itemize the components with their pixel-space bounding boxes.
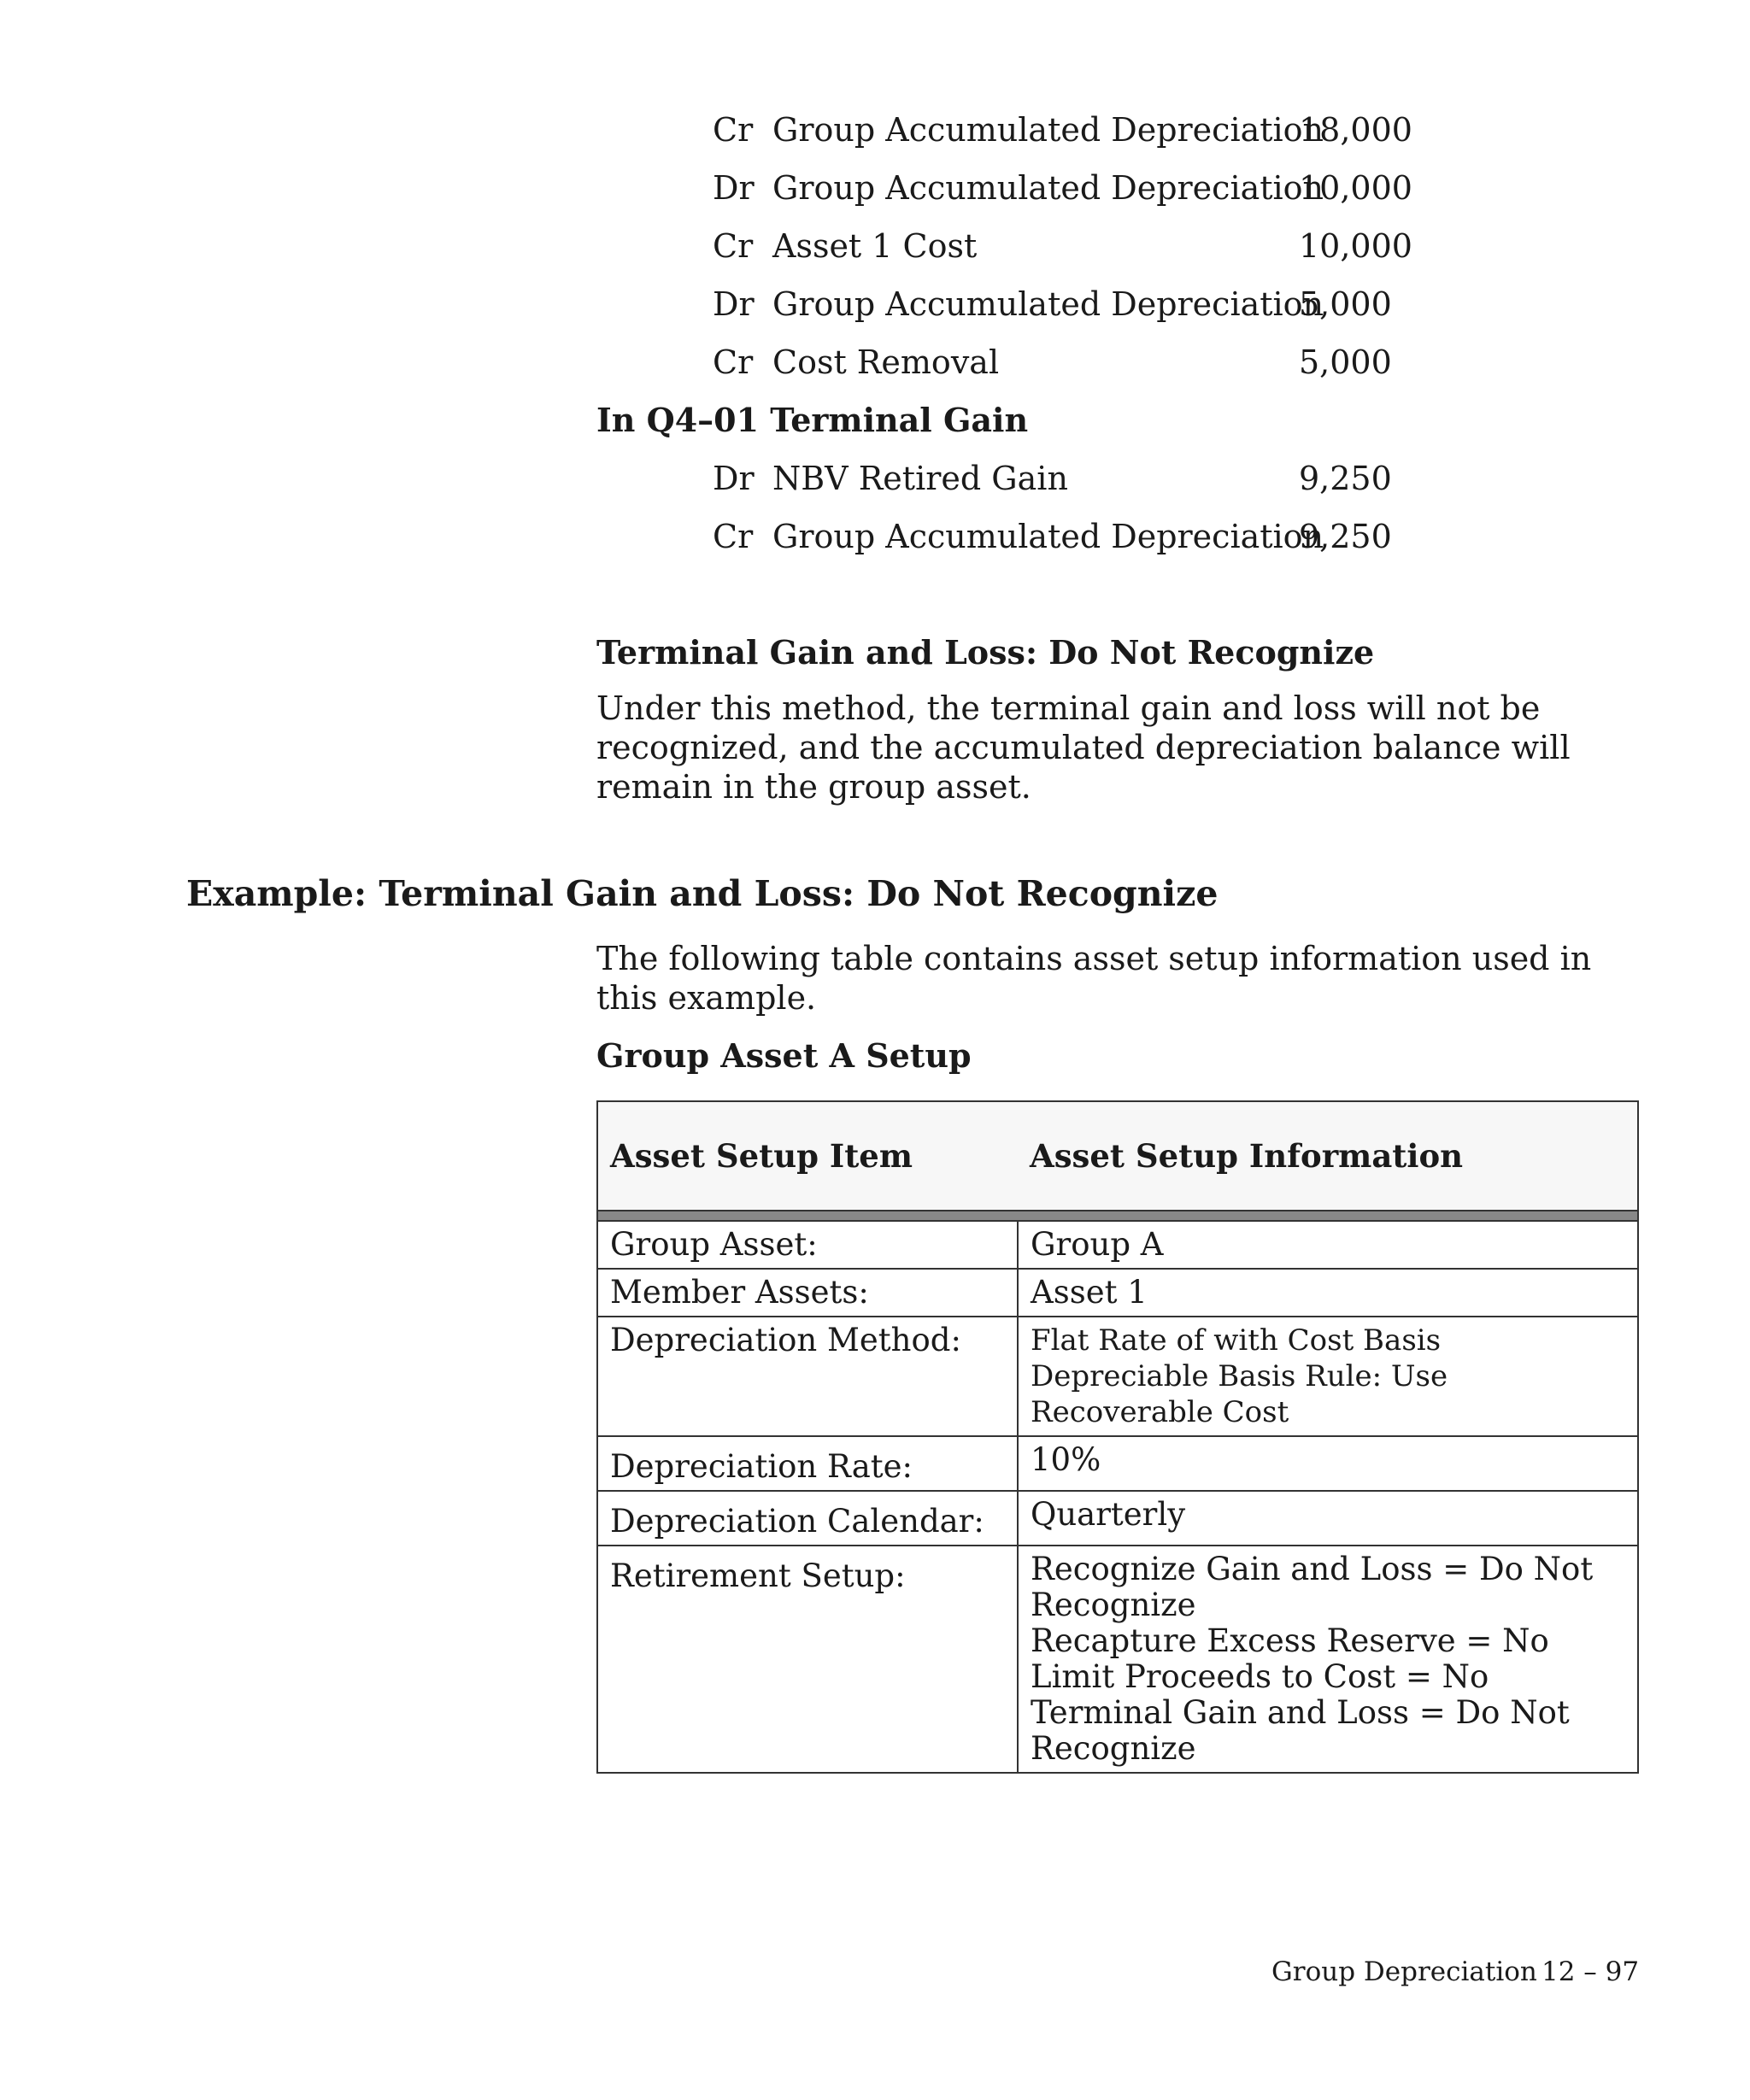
entry-drcr: Dr: [713, 169, 755, 207]
setup-item: Member Assets:: [597, 1269, 1018, 1317]
info-line: Asset 1: [1031, 1274, 1148, 1311]
entry-amount: 10,000: [1299, 227, 1412, 265]
section-title: Terminal Gain and Loss: Do Not Recognize: [596, 633, 1375, 672]
entry-drcr: Cr: [713, 343, 754, 381]
setup-info: [1018, 1317, 1638, 1436]
setup-item: Group Asset:: [597, 1221, 1018, 1269]
table-row: [597, 1546, 1638, 1773]
info-line: Limit Proceeds to Cost = No: [1031, 1658, 1489, 1695]
table-header-info: Asset Setup Information: [1018, 1101, 1638, 1211]
entry-amount: 5,000: [1299, 343, 1392, 381]
info-line: Terminal Gain and Loss = Do Not Recognize: [1031, 1694, 1570, 1767]
section-body: Under this method, the terminal gain and loss will not be recognized, and the accumulated depreciation balance will remain in the group asset.: [596, 689, 1571, 806]
entry-amount: 5,000: [1299, 285, 1392, 323]
table-caption: Group Asset A Setup: [596, 1036, 972, 1075]
info-line: Group A: [1031, 1226, 1164, 1263]
footer-chapter: Group Depreciation: [1271, 1956, 1537, 1987]
entry-account: Group Accumulated Depreciation: [772, 169, 1324, 207]
table-header-row: [597, 1101, 1638, 1211]
footer-page-number: 12 – 97: [1542, 1956, 1640, 1987]
example-title: Example: Terminal Gain and Loss: Do Not Recognize: [186, 873, 1219, 914]
entry-drcr: Cr: [713, 227, 754, 265]
table-row: [597, 1436, 1638, 1491]
setup-info: [1018, 1221, 1638, 1269]
entry-drcr: Dr: [713, 285, 755, 323]
info-line: Recognize Gain and Loss = Do Not Recognize: [1031, 1551, 1594, 1623]
entry-amount: 10,000: [1299, 169, 1412, 207]
table-row: [597, 1221, 1638, 1269]
entry-account: Group Accumulated Depreciation: [772, 285, 1324, 323]
info-line: 10%: [1031, 1441, 1101, 1478]
table-header-item: Asset Setup Item: [597, 1101, 1018, 1211]
entry-amount: 18,000: [1299, 111, 1412, 149]
entry-account: Group Accumulated Depreciation: [772, 518, 1324, 555]
setup-info: [1018, 1436, 1638, 1491]
entry-account: NBV Retired Gain: [772, 460, 1068, 497]
table-row: [597, 1269, 1638, 1317]
entry-amount: 9,250: [1299, 460, 1392, 497]
info-line: Recapture Excess Reserve = No: [1031, 1622, 1549, 1659]
entry-drcr: Cr: [713, 518, 754, 555]
setup-info: [1018, 1269, 1638, 1317]
entry-account: Asset 1 Cost: [772, 227, 978, 265]
entry-account: Group Accumulated Depreciation: [772, 111, 1324, 149]
setup-item: Retirement Setup:: [597, 1546, 1018, 1773]
entry-account: Cost Removal: [772, 343, 1000, 381]
setup-info: [1018, 1491, 1638, 1546]
entry-drcr: Dr: [713, 460, 755, 497]
table-row: [597, 1491, 1638, 1546]
info-line: Depreciable Basis Rule: Use Recoverable Cost: [1031, 1359, 1448, 1429]
entry-amount: 9,250: [1299, 518, 1392, 555]
setup-info: [1018, 1546, 1638, 1773]
setup-item: Depreciation Rate:: [597, 1436, 1018, 1491]
info-line: Quarterly: [1031, 1496, 1186, 1533]
q4-heading: In Q4–01 Terminal Gain: [596, 401, 1029, 439]
asset-setup-table: [596, 1100, 1639, 1774]
example-intro: The following table contains asset setup information used in this example.: [596, 940, 1592, 1017]
setup-item: Depreciation Method:: [597, 1317, 1018, 1436]
entry-drcr: Cr: [713, 111, 754, 149]
setup-item: Depreciation Calendar:: [597, 1491, 1018, 1546]
info-line: Flat Rate of with Cost Basis: [1031, 1323, 1442, 1358]
table-separator: [597, 1211, 1638, 1221]
table-row: [597, 1317, 1638, 1436]
